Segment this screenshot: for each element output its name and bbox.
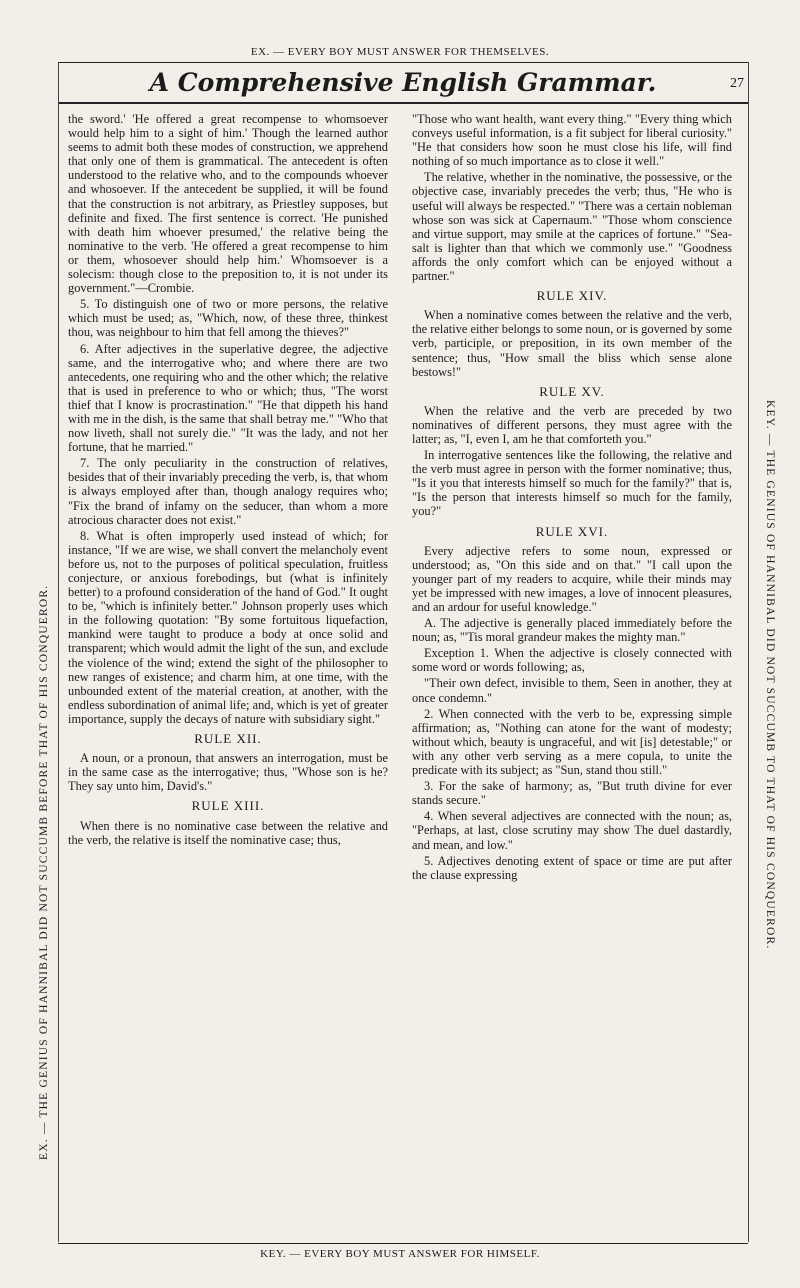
- paragraph: 2. When connected with the verb to be, expressing simple affirmation; as, "Nothing can atone for the want of modesty; without which, beauty is ungraceful, and wit [is] detestable;" or with any other verb serving as a mere copula, to unite the predicate with its subject; as "Sun, stand thou still.": [412, 706, 732, 778]
- paragraph: "Their own defect, invisible to them, Seen in another, they at once condemn.": [412, 676, 732, 705]
- side-text-left: EX. — THE GENIUS OF HANNIBAL DID NOT SUCCUMB BEFORE THAT OF HIS CONQUEROR.: [38, 584, 50, 1160]
- paragraph: A noun, or a pronoun, that answers an interrogation, must be in the same case as the interrogative; thus, "Whose son is he? They say unto him, David's.": [68, 751, 388, 794]
- paragraph: "Those who want health, want every thing." "Every thing which conveys useful information, is a fit subject for liberal curiosity." "He that considers how soon he must close his life, will find nothing of so much importance as to close it well.": [412, 112, 732, 169]
- rule-heading: RULE XV.: [539, 383, 605, 399]
- title-rule: [58, 102, 748, 104]
- paragraph: 6. After adjectives in the superlative degree, the adjective same, and the interrogative who; and where there are two antecedents, one requiring who and the other which; the relative that is used in preference to who or which; thus, "The worst thief that I know is procrastination." "He that dippeth his hand with me in the dish, is the same that shall betray me." "Who that now liveth, shall not surely die." "It was the lady, and not her fortune, that he married.": [68, 341, 388, 455]
- paragraph: 5. Adjectives denoting extent of space or time are put after the clause expressing: [412, 853, 732, 882]
- right-border-line: [748, 62, 749, 1242]
- paragraph: Exception 1. When the adjective is closely connected with some word or words following; as,: [412, 646, 732, 675]
- side-text-right: KEY. — THE GENIUS OF HANNIBAL DID NOT SUCCUMB TO THAT OF HIS CONQUEROR.: [764, 400, 776, 950]
- paragraph: 3. For the sake of harmony; as, "But truth divine for ever stands secure.": [412, 779, 732, 808]
- top-rule: [58, 62, 748, 63]
- paragraph: Every adjective refers to some noun, expressed or understood; as, "On this side and on that." "I call upon the younger part of my readers to acquire, while their minds may yet be impressed with new images, a love of innocent pleasures, and an ardour for useful knowledge.": [412, 543, 732, 614]
- rule-heading: RULE XIV.: [536, 288, 608, 304]
- page-number: 27: [730, 76, 744, 91]
- paragraph: 5. To distinguish one of two or more persons, the relative which must be used; as, "Which, now, of these three, thinkest thou, was neighbour to him that fell among the thieves?": [68, 297, 388, 340]
- left-border-line: [58, 62, 59, 1242]
- paragraph: In interrogative sentences like the following, the relative and the verb must agree in person with the former nominative; thus, "Is it you that interests himself so much for the family?" that is, "Is the person that interests himself so much for the family, you?": [412, 448, 732, 519]
- paragraph: 7. The only peculiarity in the construction of relatives, besides that of their invariably preceding the verb, is, that whom is always employed after than, though analogy requires who; "Fix the brand of infamy on the seducer, than whom a more atrocious character does not exist.": [68, 456, 388, 527]
- rule-heading: RULE XVI.: [535, 523, 609, 539]
- page-title: A Comprehensive English Grammar.: [149, 68, 657, 97]
- rule-heading: RULE XII.: [194, 731, 262, 747]
- bottom-banner: KEY. — EVERY BOY MUST ANSWER FOR HIMSELF.: [260, 1248, 540, 1260]
- paragraph: 4. When several adjectives are connected with the noun; as, "Perhaps, at last, close scrutiny may show The duel dastardly, and mean, and low.": [412, 809, 732, 852]
- paragraph: When there is no nominative case between the relative and the verb, the relative is itself the nominative case; thus,: [68, 818, 388, 847]
- right-column: [412, 112, 732, 1232]
- paragraph: When the relative and the verb are preceded by two nominatives of different persons, they must agree with the latter; as, "I, even I, am he that comforteth you.": [412, 403, 732, 446]
- paragraph: When a nominative comes between the relative and the verb, the relative either belongs to some noun, or is governed by some verb, participle, or preposition, in its own member of the sentence; thus, "How small the bliss which sense alone bestows!": [412, 308, 732, 379]
- left-column: [68, 112, 388, 1232]
- paragraph: The relative, whether in the nominative, the possessive, or the objective case, invariably precedes the verb; thus, "He who is useful will always be respected." "There was a certain nobleman whose son was sick at Capernaum." "Those whom conscience and virtue support, may smile at the caprices of fortune." "Sea-salt is lighter than that which we commonly use." "Goodness affords the only comfort which can be enjoyed without a partner.": [412, 170, 732, 284]
- paragraph: the sword.' 'He offered a great recompense to whomsoever would help him to a sight of him.' Though the learned author seems to admit both these modes of construction, we apprehend that only one of them is grammatical. The antecedent is often understood to the relative who, and to the compounds whoever and whosoever. If the antecedent be supplied, it will be found that the construction is not arbitrary, as Priestley supposes, but definite and fixed. The first sentence is correct. 'He punished with death him whoever presumed,' the relative being the nominative to the verb. 'He offered a great recompense to him or them, whosoever should help him.' Whomsoever is a solecism: though close to the preposition to, it is not under its government."—Crombie.: [68, 112, 388, 296]
- title-row: [58, 68, 748, 102]
- paragraph: A. The adjective is generally placed immediately before the noun; as, "'Tis moral grandeur makes the mighty man.": [412, 616, 732, 645]
- top-banner: EX. — EVERY BOY MUST ANSWER FOR THEMSELVES.: [250, 46, 550, 58]
- bottom-rule: [58, 1243, 748, 1244]
- rule-heading: RULE XIII.: [191, 798, 265, 814]
- paragraph: 8. What is often improperly used instead of which; for instance, "If we are wise, we shall convert the melancholy event before us, not to the purposes of political speculation, fruitless conjecture, or anxious forebodings, but (what is infinitely better) to a profound consideration of the hand of God." It ought to be, "which is infinitely better." Johnson properly uses which in the following quotation: "By some fortuitous liquefaction, mankind were taught to produce a body at once solid and transparent; which would admit the light of the sun, and exclude the violence of the wind; extend the sight of the philosopher to new ranges of existence; and charm him, at one time, with the unbounded extent of the material creation, at another, with the endless subordination of animal life; and, which is yet of greater importance, supply the decays of nature with subsidiary sight.": [68, 528, 388, 726]
